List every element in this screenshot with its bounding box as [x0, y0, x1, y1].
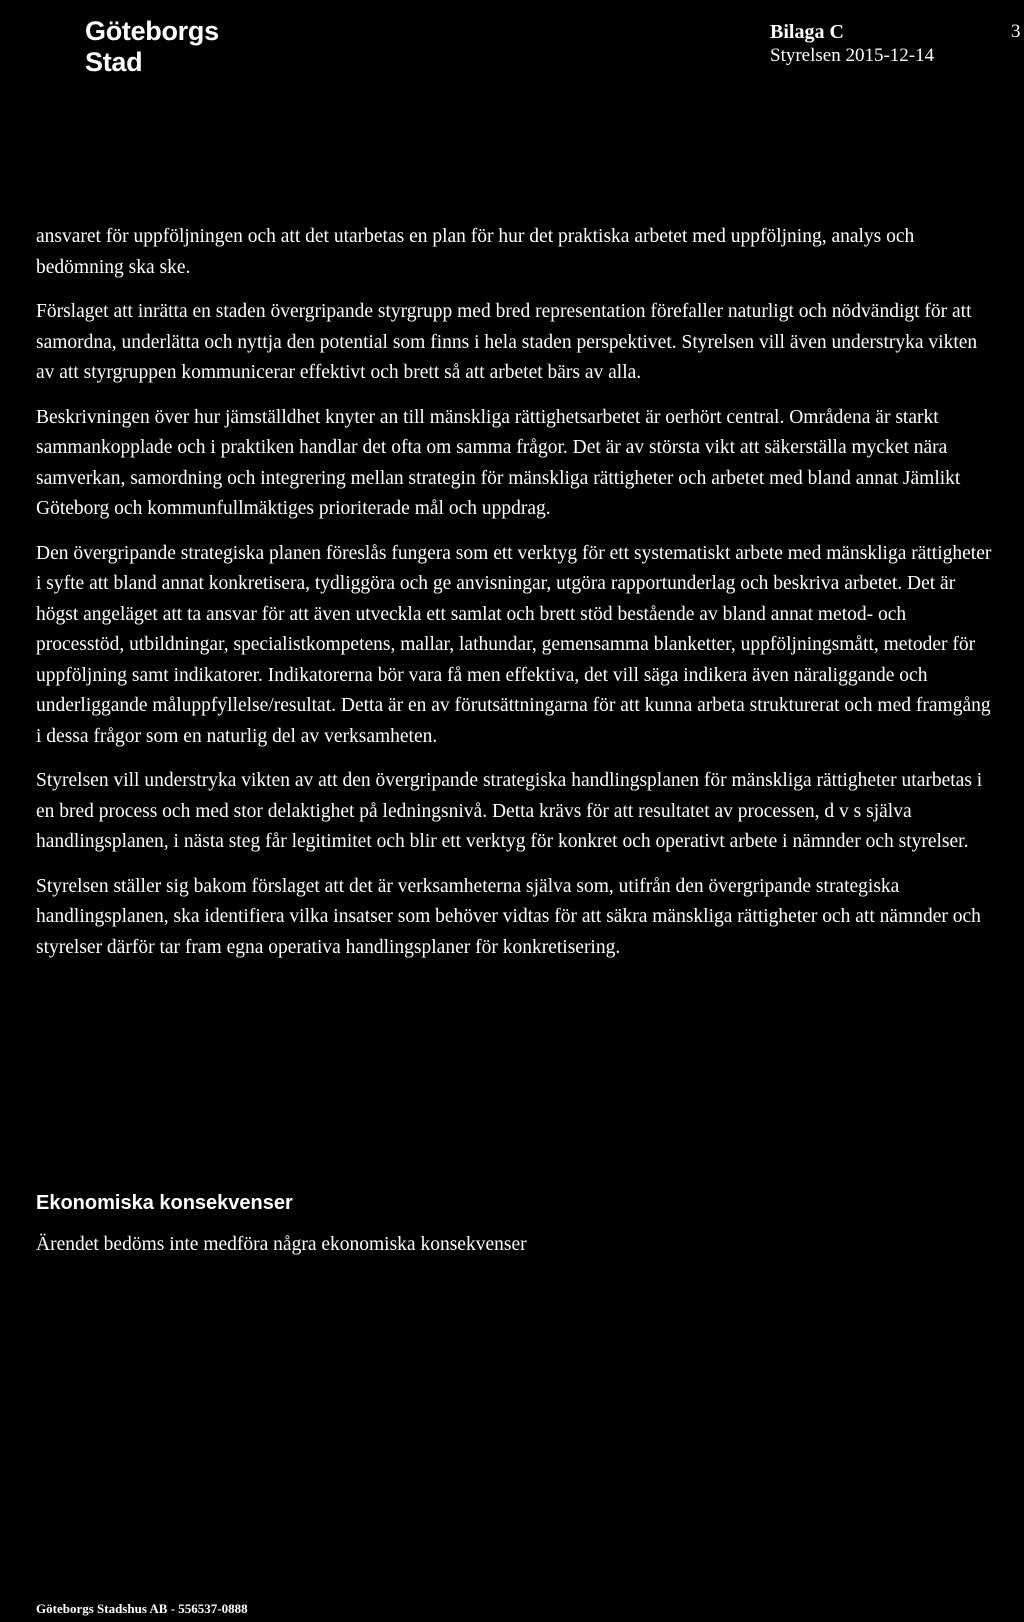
paragraph-1: ansvaret för uppföljningen och att det utarbetas en plan för hur det praktiska arbetet med uppföljning, analys och bedömning ska ske. — [36, 226, 915, 278]
paragraph-5: Styrelsen vill understryka vikten av att den övergripande strategiska handlingsplanen för mänskliga rättigheter utarbetas i en bred process och med stor delaktighet på ledningsnivå. Detta krävs för att resultatet av processen, d v s själva handlingsplanen, i nästa steg får legitimitet och blir ett verktyg för konkret och operativt arbete i nämnder och styrelser. — [36, 770, 983, 852]
document-header-info — [770, 20, 934, 68]
document-body — [36, 222, 996, 977]
attachment-label: Bilaga C — [770, 21, 844, 43]
paragraph-3: Beskrivningen över hur jämställdhet knyter an till mänskliga rättighetsarbetet är oerhört central. Områdena är starkt sammankopplade och i praktiken handlar det ofta om samma frågor. Det är av största vikt att säkerställa mycket nära samverkan, samordning och integrering mellan strategin för mänskliga rättigheter och arbetet med bland annat Jämlikt Göteborg och kommunfullmäktiges prioriterade mål och uppdrag. — [36, 406, 961, 519]
section-text: Ärendet bedöms inte medföra några ekonomiska konsekvenser — [36, 1234, 527, 1255]
section-heading: Ekonomiska konsekvenser — [36, 1192, 293, 1214]
page-number: 3 — [1011, 21, 1021, 42]
city-logo — [85, 16, 219, 78]
paragraph-6: Styrelsen ställer sig bakom förslaget att det är verksamheterna själva som, utifrån den övergripande strategiska handlingsplanen, ska identifiera vilka insatser som behöver vidtas för att säkra mänskliga rättigheter och att nämnder och styrelser därför tar fram egna operativa handlingsplaner för konkretisering. — [36, 875, 981, 958]
board-date: Styrelsen 2015-12-14 — [770, 45, 935, 66]
logo-line-2: Stad — [85, 47, 143, 77]
footer-company: Göteborgs Stadshus AB - 556537-0888 — [36, 1601, 248, 1616]
logo-line-1: Göteborgs — [85, 16, 219, 46]
paragraph-4: Den övergripande strategiska planen föreslås fungera som ett verktyg för ett systematiskt arbete med mänskliga rättigheter i syfte att bland annat konkretisera, tydliggöra och ge anvisningar, utgöra rapportunderlag och beskriva arbetet. Det är högst angeläget att ta ansvar för att även utveckla ett samlat och brett stöd bestående av bland annat metod- och processtöd, utbildningar, specialistkompetens, mallar, lathundar, gemensamma blanketter, uppföljningsmått, metoder för uppföljning samt indikatorer. Indikatorerna bör vara få men effektiva, det vill säga indikera även näraliggande och underliggande måluppfyllelse/resultat. Detta är en av förutsättningarna för att kunna arbeta strukturerat och med framgång i dessa frågor som en naturlig del av verksamheten. — [36, 542, 992, 747]
paragraph-2: Förslaget att inrätta en staden övergripande styrgrupp med bred representation förefaller naturligt och nödvändigt för att samordna, underlätta och nyttja den potential som finns i hela staden perspektivet. Styrelsen vill även understryka vikten av att styrgruppen kommunicerar effektivt och brett så att arbetet bärs av alla. — [36, 301, 978, 383]
